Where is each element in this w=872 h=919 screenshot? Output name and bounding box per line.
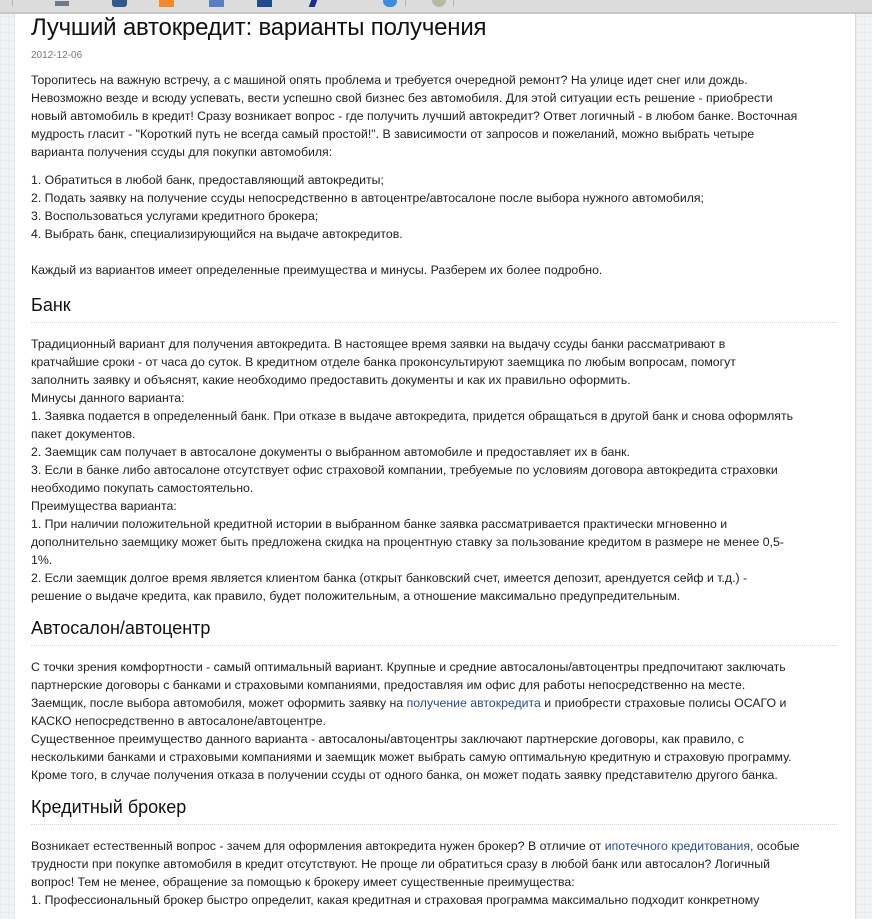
text-line: кратчайшие сроки - от часа до суток. В кредитном отделе банка проконсультируют заемщика по любым вопросам, помогут xyxy=(31,355,736,369)
globe-icon[interactable] xyxy=(432,0,446,7)
text-line: пакет документов. xyxy=(31,427,136,441)
text-line: дополнительно заемщику может быть предложена скидка на процентную ставку за пользование кредитом в размере не менее 0,5- xyxy=(31,535,784,549)
text-span: Заемщик, после выбора автомобиля, может оформить заявку на xyxy=(31,696,407,710)
text-line: заполнить заявку и объяснят, какие необходимо предоставить документы и как их правильно оформить. xyxy=(31,373,631,387)
text-line: КАСКО непосредственно в автосалоне/автоцентре. xyxy=(31,714,326,728)
section-dealer xyxy=(31,617,855,784)
text-line: необходимо покупать самостоятельно. xyxy=(31,481,254,495)
text-line: 1%. xyxy=(31,553,53,567)
mail-icon[interactable] xyxy=(257,0,272,7)
page-title: Лучший автокредит: варианты получения xyxy=(31,14,487,41)
text-span: Возникает естественный вопрос - зачем для оформления автокредита нужен брокер? В отличие от xyxy=(31,839,605,853)
section-body xyxy=(31,837,837,909)
section-heading: Автосалон/автоцентр xyxy=(31,617,837,646)
section-body xyxy=(31,658,837,784)
section-bank xyxy=(31,294,855,605)
toolbar-separator xyxy=(453,0,454,6)
summary-text: Каждый из вариантов имеет определенные преимущества и минусы. Разберем их более подробно. xyxy=(31,263,603,277)
text-line: Минусы данного варианта: xyxy=(31,391,185,405)
text-line: Преимущества варианта: xyxy=(31,499,177,513)
text-line: трудности при покупке автомобиля в кредит отсутствуют. Не проще ли обратиться сразу в любой банк или автосалон? Логичный xyxy=(31,857,770,871)
auto-loan-link[interactable]: получение автокредита xyxy=(406,696,541,710)
text-line: партнерские договоры с банками и страховыми компаниями, предоставляя им офис для работы непосредственно на месте. xyxy=(31,678,746,692)
text-line: несколькими банками и страховыми компаниями и заемщик может выбрать самую оптимальную кредитную и страховую программу. xyxy=(31,750,792,764)
browser-toolbar xyxy=(0,0,872,14)
keyboard-icon[interactable] xyxy=(55,1,69,6)
list-item: 1. Обратиться в любой банк, предоставляющий автокредиты; xyxy=(31,173,384,187)
odnoklassniki-icon[interactable] xyxy=(159,0,174,7)
section-broker xyxy=(31,796,855,909)
text-line: Традиционный вариант для получения автокредита. В настоящее время заявки на выдачу ссуды банки рассматривают в xyxy=(31,337,726,351)
toolbar-separator xyxy=(12,0,13,6)
bookmark-icon[interactable] xyxy=(112,0,127,7)
options-list xyxy=(31,171,855,243)
publish-date: 2012-12-06 xyxy=(31,50,83,61)
text-line: вопрос! Тем не менее, обращение за помощью к брокеру имеет существенные преимущества: xyxy=(31,875,575,889)
section-body xyxy=(31,335,837,605)
text-line: 2. Заемщик сам получает в автосалоне документы о выбранном автомобиле и предоставляет их в банк. xyxy=(31,445,630,459)
intro-line: Торопитесь на важную встречу, а с машиной опять проблема и требуется очередной ремонт? На улице идет снег или дождь. xyxy=(31,73,748,87)
toolbar-separator xyxy=(405,0,406,6)
list-item: 4. Выбрать банк, специализирующийся на выдаче автокредитов. xyxy=(31,227,403,241)
list-item: 3. Воспользоваться услугами кредитного брокера; xyxy=(31,209,319,223)
text-line: Существенное преимущество данного варианта - автосалоны/автоцентры заключают партнерские договоры, как правило, с xyxy=(31,732,744,746)
intro-paragraph xyxy=(31,71,831,161)
text-line: Кроме того, в случае получения отказа в получении ссуды от одного банка, он может подать заявку представителю другого банка. xyxy=(31,768,778,782)
text-line: 1. Заявка подается в определенный банк. При отказе в выдаче автокредита, придется обращаться в другой банк и снова оформлять xyxy=(31,409,794,423)
text-span: и приобрести страховые полисы ОСАГО и xyxy=(540,696,787,710)
intro-line: новый автомобиль в кредит! Сразу возникает вопрос - где получить лучший автокредит? Ответ логичный - в любом банке. Восточная xyxy=(31,109,798,123)
list-item: 2. Подать заявку на получение ссуды непосредственно в автоцентре/автосалоне после выбора нужного автомобиля; xyxy=(31,191,704,205)
text-line: С точки зрения комфортности - самый оптимальный вариант. Крупные и средние автосалоны/автоцентры предпочитают заключать xyxy=(31,660,786,674)
facebook-icon[interactable] xyxy=(209,0,224,7)
text-line xyxy=(31,694,837,712)
yandex-icon[interactable] xyxy=(309,0,318,7)
intro-line: варианта получения ссуды для покупки автомобиля: xyxy=(31,145,333,159)
intro-line: Невозможно везде и всюду успевать, вести успешно свой бизнес без автомобиля. Для этой ситуации есть решение - приобрести xyxy=(31,91,773,105)
section-heading: Кредитный брокер xyxy=(31,796,837,825)
text-line xyxy=(31,837,837,855)
article-container xyxy=(14,14,856,919)
intro-line: мудрость гласит - "Короткий путь не всегда самый простой!". В зависимости от запросов и пожеланий, можно выбрать четыре xyxy=(31,127,755,141)
text-line: 2. Если заемщик долгое время является клиентом банка (открыт банковский счет, имеется депозит, арендуется сейф и т.д.) - xyxy=(31,571,748,585)
text-line: решение о выдаче кредита, как правило, будет положительным, а отношение максимально предупредительным. xyxy=(31,589,681,603)
text-line: 3. Если в банке либо автосалоне отсутствует офис страховой компании, требуемые по условиям договора автокредита страховки xyxy=(31,463,778,477)
section-heading: Банк xyxy=(31,294,837,323)
mortgage-link[interactable]: ипотечного кредитования xyxy=(604,839,750,853)
twitter-icon[interactable] xyxy=(383,0,397,7)
text-line: 1. При наличии положительной кредитной истории в выбранном банке заявка рассматривается практически мгновенно и xyxy=(31,517,728,531)
text-line: 1. Профессиональный брокер быстро определит, какая кредитная и страховая программа максимально подходит конкретному xyxy=(31,893,760,907)
text-span: , особые xyxy=(749,839,800,853)
